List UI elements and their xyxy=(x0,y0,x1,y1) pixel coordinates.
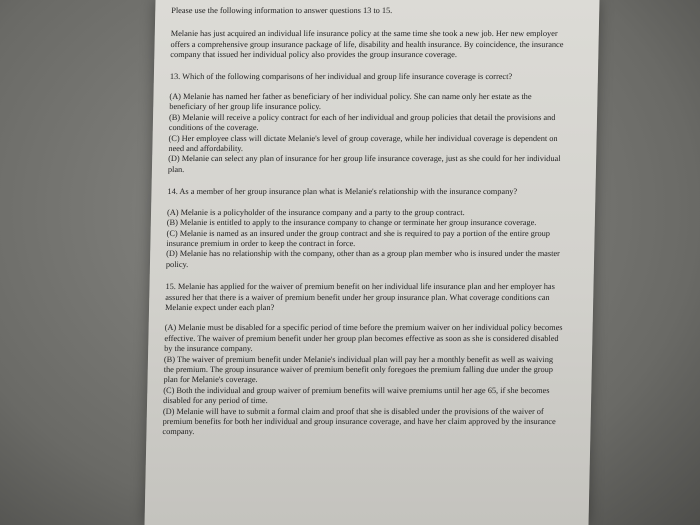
question-15-text: 15. Melanie has applied for the waiver of premium benefit on her individual life insurance plan and her employer has assured her that there is a waiver of premium benefit under her group insurance plan. What coverage conditions can Melanie expect under each plan? xyxy=(164,282,555,312)
q15-option-a: (A) Melanie must be disabled for a specific period of time before the premium waiver on her individual policy becomes effective. The waiver of premium benefit under her group plan becomes effective as soon as she is considered disabled by the insurance company. xyxy=(164,323,563,354)
question-13-options xyxy=(168,92,570,175)
question-13-text: 13. Which of the following comparisons of her individual and group life insurance coverage is correct? xyxy=(169,71,513,81)
q13-option-a: (A) Melanie has named her father as beneficiary of her individual policy. She can name only her estate as the beneficiary of her group life insurance policy. xyxy=(169,92,532,112)
q15-option-d: (D) Melanie will have to submit a formal claim and proof that she is disabled under the provisions of the waiver of premium benefits for both her individual and group insurance coverage, and have her claim approved by the insurance company. xyxy=(162,406,556,437)
document-content xyxy=(162,6,571,450)
question-14-options xyxy=(166,208,567,270)
q13-option-c: (C) Her employee class will dictate Melanie's level of group coverage, while her individual coverage is dependent on need and affordability. xyxy=(168,133,558,154)
document-page xyxy=(145,0,600,525)
instruction-text: Please use the following information to answer questions 13 to 15. xyxy=(171,6,393,15)
question-15-options xyxy=(162,323,564,437)
q14-option-b: (B) Melanie is entitled to apply to the insurance company to change or terminate her group insurance coverage. xyxy=(166,218,537,228)
q13-option-b: (B) Melanie will receive a policy contract for each of her individual and group policies that detail the provisions and conditions of the coverage. xyxy=(168,112,556,133)
q14-option-d: (D) Melanie has no relationship with the company, other than as a group plan member who is insured under the master policy. xyxy=(165,249,560,269)
q15-option-c: (C) Both the individual and group waiver of premium benefits will waive premiums until her age 65, if she becomes disabled for any period of time. xyxy=(163,385,550,406)
q13-option-d: (D) Melanie can select any plan of insurance for her group life insurance coverage, just as she could for her individual plan. xyxy=(167,154,561,174)
question-15 xyxy=(162,282,565,438)
scenario-paragraph: Melanie has just acquired an individual life insurance policy at the same time she took a new job. Her new employer offers a comprehensive group insurance package of life, disability and health insurance. By coincidence, the insurance company that issued her individual policy also provides the group insurance coverage. xyxy=(170,29,564,60)
question-14 xyxy=(166,187,568,270)
q14-option-c: (C) Melanie is named as an insured under the group contract and she is required to pay a portion of the entire group insurance premium in order to keep the contract in force. xyxy=(166,228,551,248)
question-13 xyxy=(168,72,570,176)
q15-option-b: (B) The waiver of premium benefit under Melanie's individual plan will pay her a monthly benefit as well as waiving the premium. The group insurance waiver of premium benefit only foregoes the premium falling due under the group plan for Melanie's coverage. xyxy=(163,354,554,385)
q14-option-a: (A) Melanie is a policyholder of the insurance company and a party to the group contract. xyxy=(166,207,465,217)
question-14-text: 14. As a member of her group insurance plan what is Melanie's relationship with the insurance company? xyxy=(167,187,518,197)
